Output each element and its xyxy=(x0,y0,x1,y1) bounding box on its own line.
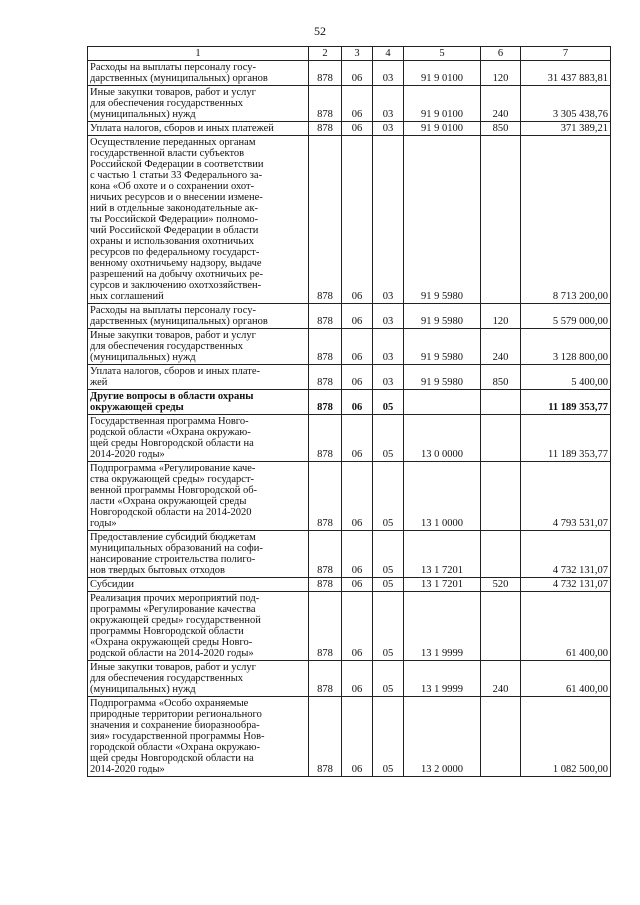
row-csr: 91 9 0100 xyxy=(404,86,481,122)
row-gr: 878 xyxy=(309,415,342,462)
row-sum: 3 128 800,00 xyxy=(521,329,611,365)
row-name xyxy=(88,122,309,136)
row-name-line: Иные закупки товаров, работ и услуг xyxy=(90,330,256,341)
table-row xyxy=(88,697,611,777)
row-name xyxy=(88,578,309,592)
row-name-line: ласти «Охрана окружающей среды xyxy=(90,496,247,507)
row-name-line: для обеспечения государственных xyxy=(90,341,243,352)
row-name-line: Уплата налогов, сборов и иных плате- xyxy=(90,366,260,377)
row-name-line: дарственных (муниципальных) органов xyxy=(90,316,268,327)
table-row xyxy=(88,462,611,531)
row-name-line: (муниципальных) нужд xyxy=(90,109,196,120)
row-name-line: «Охрана окружающей среды Новго- xyxy=(90,637,253,648)
row-csr: 91 9 5980 xyxy=(404,365,481,390)
row-name-line: Российской Федерации в соответствии xyxy=(90,159,264,170)
row-pr: 05 xyxy=(373,462,404,531)
row-pr: 05 xyxy=(373,592,404,661)
table-row xyxy=(88,122,611,136)
row-sum: 371 389,21 xyxy=(521,122,611,136)
row-csr: 91 9 5980 xyxy=(404,304,481,329)
row-name-line: ний в отдельные законодательные ак- xyxy=(90,203,259,214)
row-sum: 3 305 438,76 xyxy=(521,86,611,122)
row-name xyxy=(88,415,309,462)
row-name xyxy=(88,661,309,697)
row-name xyxy=(88,304,309,329)
row-pr: 05 xyxy=(373,697,404,777)
table-row xyxy=(88,661,611,697)
row-gr: 878 xyxy=(309,329,342,365)
row-pr: 03 xyxy=(373,86,404,122)
row-name-line: для обеспечения государственных xyxy=(90,673,243,684)
row-sum: 5 579 000,00 xyxy=(521,304,611,329)
row-rz: 06 xyxy=(342,136,373,304)
row-name xyxy=(88,462,309,531)
col-header-rz: 3 xyxy=(342,47,373,61)
row-vr: 850 xyxy=(481,122,521,136)
row-name-line: ты Российской Федерации» полномо- xyxy=(90,214,259,225)
row-vr xyxy=(481,462,521,531)
row-gr: 878 xyxy=(309,661,342,697)
header-row xyxy=(88,47,611,61)
row-csr: 91 9 5980 xyxy=(404,329,481,365)
row-pr: 03 xyxy=(373,329,404,365)
row-rz: 06 xyxy=(342,415,373,462)
table-row xyxy=(88,304,611,329)
row-name-line: родской области на 2014-2020 годы» xyxy=(90,648,254,659)
row-name-line: чий Российской Федерации в области xyxy=(90,225,259,236)
row-pr: 05 xyxy=(373,390,404,415)
table-row xyxy=(88,390,611,415)
row-name-line: государственной власти субъектов xyxy=(90,148,245,159)
row-name-line: Иные закупки товаров, работ и услуг xyxy=(90,662,256,673)
row-sum: 5 400,00 xyxy=(521,365,611,390)
row-sum: 1 082 500,00 xyxy=(521,697,611,777)
row-name xyxy=(88,697,309,777)
row-name-line: Иные закупки товаров, работ и услуг xyxy=(90,87,256,98)
row-name-line: щей среды Новгородской области на xyxy=(90,438,254,449)
row-csr: 91 9 0100 xyxy=(404,122,481,136)
row-rz: 06 xyxy=(342,304,373,329)
row-csr: 91 9 0100 xyxy=(404,61,481,86)
row-gr: 878 xyxy=(309,592,342,661)
row-csr: 91 9 5980 xyxy=(404,136,481,304)
row-rz: 06 xyxy=(342,86,373,122)
row-rz: 06 xyxy=(342,122,373,136)
row-name-line: городской области «Охрана окружаю- xyxy=(90,742,261,753)
row-rz: 06 xyxy=(342,462,373,531)
row-gr: 878 xyxy=(309,462,342,531)
row-sum: 61 400,00 xyxy=(521,592,611,661)
col-header-pr: 4 xyxy=(373,47,404,61)
row-rz: 06 xyxy=(342,390,373,415)
row-sum: 11 189 353,77 xyxy=(521,415,611,462)
table-row xyxy=(88,329,611,365)
row-name xyxy=(88,390,309,415)
table-row xyxy=(88,592,611,661)
row-rz: 06 xyxy=(342,697,373,777)
row-name xyxy=(88,365,309,390)
row-name-line: для обеспечения государственных xyxy=(90,98,243,109)
row-name-line: нансирование строительства полиго- xyxy=(90,554,256,565)
row-name-line: годы» xyxy=(90,518,117,529)
table-row xyxy=(88,415,611,462)
row-vr xyxy=(481,136,521,304)
row-name-line: ресурсов по федеральному государст- xyxy=(90,247,260,258)
row-name xyxy=(88,592,309,661)
row-csr: 13 1 7201 xyxy=(404,531,481,578)
row-name xyxy=(88,136,309,304)
row-csr: 13 1 9999 xyxy=(404,592,481,661)
row-sum: 4 732 131,07 xyxy=(521,578,611,592)
row-name-line: программы «Регулирование качества xyxy=(90,604,256,615)
table-row xyxy=(88,136,611,304)
table-row xyxy=(88,578,611,592)
row-name-line: природные территории регионального xyxy=(90,709,262,720)
row-name-line: Подпрограмма «Особо охраняемые xyxy=(90,698,249,709)
table-row xyxy=(88,531,611,578)
row-vr xyxy=(481,531,521,578)
row-csr: 13 1 0000 xyxy=(404,462,481,531)
row-name-line: значения и сохранение биоразнообра- xyxy=(90,720,260,731)
table-row xyxy=(88,365,611,390)
row-rz: 06 xyxy=(342,578,373,592)
row-rz: 06 xyxy=(342,531,373,578)
row-name-line: сурсов и заключению охотхозяйствен- xyxy=(90,280,262,291)
row-gr: 878 xyxy=(309,122,342,136)
row-name-line: Новгородской области на 2014-2020 xyxy=(90,507,252,518)
row-name-line: ства окружающей среды» государст- xyxy=(90,474,255,485)
row-vr xyxy=(481,592,521,661)
row-vr xyxy=(481,697,521,777)
row-name-line: 2014-2020 годы» xyxy=(90,764,165,775)
row-csr: 13 1 7201 xyxy=(404,578,481,592)
row-csr: 13 1 9999 xyxy=(404,661,481,697)
row-gr: 878 xyxy=(309,136,342,304)
col-header-sum: 7 xyxy=(521,47,611,61)
row-csr: 13 2 0000 xyxy=(404,697,481,777)
row-gr: 878 xyxy=(309,390,342,415)
row-name-line: Расходы на выплаты персоналу госу- xyxy=(90,62,257,73)
row-rz: 06 xyxy=(342,365,373,390)
row-name-line: кона «Об охоте и о сохранении охот- xyxy=(90,181,255,192)
row-name-line: Другие вопросы в области охраны xyxy=(90,391,254,402)
row-pr: 03 xyxy=(373,365,404,390)
row-vr: 240 xyxy=(481,661,521,697)
row-name-line: Государственная программа Новго- xyxy=(90,416,249,427)
col-header-gr: 2 xyxy=(309,47,342,61)
row-vr: 850 xyxy=(481,365,521,390)
col-header-csr: 5 xyxy=(404,47,481,61)
row-name-line: ничьих ресурсов и о внесении измене- xyxy=(90,192,263,203)
row-name-line: окружающей среды» государственной xyxy=(90,615,261,626)
row-rz: 06 xyxy=(342,61,373,86)
row-gr: 878 xyxy=(309,697,342,777)
row-gr: 878 xyxy=(309,531,342,578)
row-gr: 878 xyxy=(309,86,342,122)
row-name xyxy=(88,61,309,86)
row-name-line: ных соглашений xyxy=(90,291,164,302)
row-gr: 878 xyxy=(309,578,342,592)
row-csr xyxy=(404,390,481,415)
row-vr: 120 xyxy=(481,304,521,329)
table-row xyxy=(88,86,611,122)
row-pr: 05 xyxy=(373,415,404,462)
row-name-line: Предоставление субсидий бюджетам xyxy=(90,532,256,543)
row-name-line: Уплата налогов, сборов и иных платежей xyxy=(90,123,274,134)
row-name-line: разрешений на добычу охотничьих ре- xyxy=(90,269,263,280)
row-name-line: муниципальных образований на софи- xyxy=(90,543,263,554)
row-name-line: Субсидии xyxy=(90,579,135,590)
row-name-line: Подпрограмма «Регулирование каче- xyxy=(90,463,256,474)
row-name-line: Реализация прочих мероприятий под- xyxy=(90,593,260,604)
row-rz: 06 xyxy=(342,329,373,365)
row-rz: 06 xyxy=(342,592,373,661)
row-pr: 03 xyxy=(373,122,404,136)
row-name-line: (муниципальных) нужд xyxy=(90,352,196,363)
row-sum: 61 400,00 xyxy=(521,661,611,697)
row-name-line: зия» государственной программы Нов- xyxy=(90,731,265,742)
row-pr: 03 xyxy=(373,136,404,304)
row-vr xyxy=(481,415,521,462)
row-name-line: окружающей среды xyxy=(90,402,184,413)
row-gr: 878 xyxy=(309,365,342,390)
row-name-line: 2014-2020 годы» xyxy=(90,449,165,460)
row-pr: 03 xyxy=(373,304,404,329)
row-name-line: Расходы на выплаты персоналу госу- xyxy=(90,305,257,316)
row-name-line: венной программы Новгородской об- xyxy=(90,485,258,496)
row-name-line: с частью 1 статьи 33 Федерального за- xyxy=(90,170,263,181)
row-vr: 240 xyxy=(481,86,521,122)
row-sum: 4 732 131,07 xyxy=(521,531,611,578)
row-name-line: охраны и использования охотничьих xyxy=(90,236,254,247)
row-rz: 06 xyxy=(342,661,373,697)
row-vr: 240 xyxy=(481,329,521,365)
row-name-line: программы Новгородской области xyxy=(90,626,244,637)
row-sum: 4 793 531,07 xyxy=(521,462,611,531)
row-pr: 05 xyxy=(373,531,404,578)
row-name-line: щей среды Новгородской области на xyxy=(90,753,254,764)
row-name xyxy=(88,329,309,365)
col-header-name: 1 xyxy=(88,47,309,61)
row-gr: 878 xyxy=(309,304,342,329)
row-gr: 878 xyxy=(309,61,342,86)
row-name xyxy=(88,531,309,578)
row-vr xyxy=(481,390,521,415)
row-name-line: венному охотничьему надзору, выдаче xyxy=(90,258,262,269)
row-name xyxy=(88,86,309,122)
row-name-line: нов твердых бытовых отходов xyxy=(90,565,226,576)
row-vr: 120 xyxy=(481,61,521,86)
row-sum: 11 189 353,77 xyxy=(521,390,611,415)
row-vr: 520 xyxy=(481,578,521,592)
col-header-vr: 6 xyxy=(481,47,521,61)
row-pr: 03 xyxy=(373,61,404,86)
row-name-line: родской области «Охрана окружаю- xyxy=(90,427,251,438)
row-csr: 13 0 0000 xyxy=(404,415,481,462)
row-name-line: (муниципальных) нужд xyxy=(90,684,196,695)
row-sum: 8 713 200,00 xyxy=(521,136,611,304)
table-row xyxy=(88,61,611,86)
row-sum: 31 437 883,81 xyxy=(521,61,611,86)
row-pr: 05 xyxy=(373,661,404,697)
page-number: 52 xyxy=(314,24,326,38)
row-name-line: жей xyxy=(90,377,108,388)
row-name-line: дарственных (муниципальных) органов xyxy=(90,73,268,84)
row-name-line: Осуществление переданных органам xyxy=(90,137,256,148)
budget-table xyxy=(87,46,611,777)
row-pr: 05 xyxy=(373,578,404,592)
